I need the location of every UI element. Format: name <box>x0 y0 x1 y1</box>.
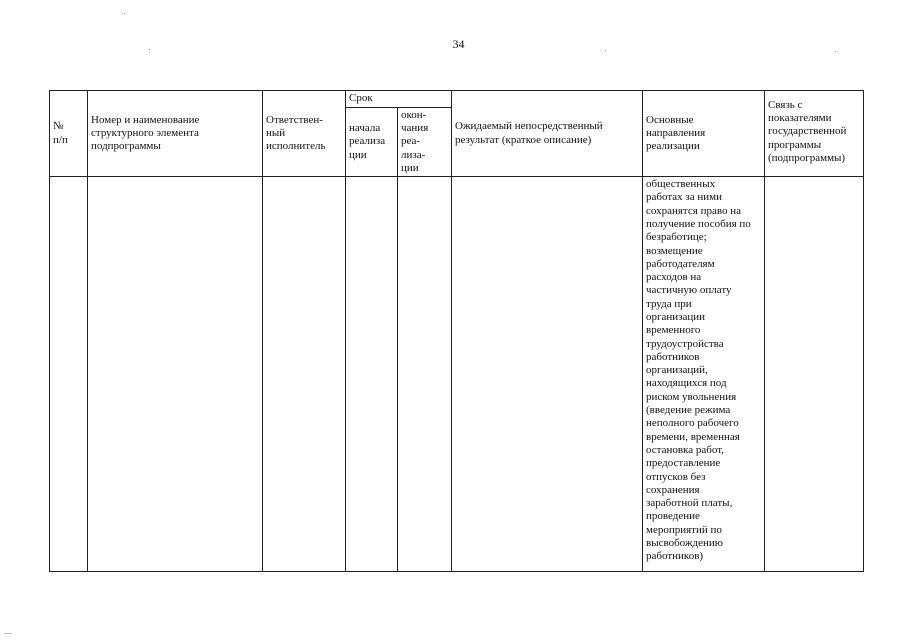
directions-line: возмещение <box>646 244 703 257</box>
header-directions-line: Основные <box>646 113 694 126</box>
header-directions-line: реализации <box>646 140 700 153</box>
header-indicators-line: показателями <box>768 112 832 125</box>
directions-line: общественных <box>646 178 716 191</box>
directions-line: высвобождению <box>646 537 723 550</box>
header-term-end-line: ции <box>401 161 419 174</box>
table-row <box>50 177 864 572</box>
directions-line: неполного рабочего <box>646 417 739 430</box>
directions-line: проведение <box>646 510 700 523</box>
directions-line: предоставление <box>646 457 721 470</box>
directions-line: сохранения <box>646 483 700 496</box>
directions-line: организации <box>646 310 706 323</box>
header-responsible-line: Ответствен- <box>266 113 323 126</box>
directions-line: организаций, <box>646 364 708 377</box>
directions-line: трудоустройства <box>646 337 724 350</box>
scan-speck <box>4 633 12 634</box>
header-term-start <box>346 108 398 177</box>
header-term: Срок <box>346 91 452 108</box>
header-num <box>50 91 88 177</box>
cell-indicators <box>765 177 864 572</box>
scan-speck <box>605 50 606 51</box>
header-responsible-line: ный <box>266 126 286 139</box>
header-indicators-line: (подпрограммы) <box>768 151 846 164</box>
cell-term-end <box>398 177 452 572</box>
header-term-end-line: лиза- <box>401 148 426 161</box>
directions-line: работодателям <box>646 257 715 270</box>
directions-line: временного <box>646 324 701 337</box>
program-table <box>49 90 864 572</box>
directions-line: риском увольнения <box>646 390 737 403</box>
header-directions-line: направления <box>646 126 706 139</box>
header-element <box>88 91 263 177</box>
header-term-start-line: ции <box>349 148 367 161</box>
directions-line: получение пособия по <box>646 217 751 230</box>
header-indicators-line: программы <box>768 138 822 151</box>
header-indicators-line: государственной <box>768 125 847 138</box>
header-directions <box>643 91 765 177</box>
header-responsible-line: исполнитель <box>266 140 326 153</box>
directions-line: находящихся под <box>646 377 727 390</box>
header-term-start-line: реализа <box>349 135 386 148</box>
header-responsible <box>263 91 346 177</box>
cell-responsible <box>263 177 346 572</box>
cell-term-start <box>346 177 398 572</box>
header-indicators-line: Связь с <box>768 99 803 111</box>
header-num-line: п/п <box>53 133 68 146</box>
header-indicators <box>765 91 864 177</box>
header-num-line: № <box>53 120 64 133</box>
page-number: 34 <box>452 37 465 51</box>
directions-line: работах за ними <box>646 191 723 204</box>
header-term-end-line: реа- <box>401 135 421 148</box>
directions-line: сохранятся право на <box>646 204 741 217</box>
directions-line: расходов на <box>646 271 702 284</box>
header-result-line: Ожидаемый непосредственный <box>455 120 603 133</box>
directions-line: времени, временная <box>646 430 740 443</box>
header-element-line: структурного элемента <box>91 126 199 139</box>
header-result-line: результат (краткое описание) <box>455 133 592 146</box>
directions-line: безработице; <box>646 231 707 244</box>
cell-element <box>88 177 263 572</box>
cell-result <box>452 177 643 572</box>
scan-speck <box>124 13 125 14</box>
directions-line: работников) <box>646 550 704 563</box>
directions-line: заработной платы, <box>646 497 733 510</box>
scan-speck <box>835 51 836 52</box>
scan-speck <box>149 49 150 50</box>
header-term-end <box>398 108 452 177</box>
header-element-line: Номер и наименование <box>91 113 200 126</box>
directions-line: работников <box>646 350 700 363</box>
directions-line: частичную оплату <box>646 284 732 297</box>
header-term-end-line: чания <box>401 122 429 135</box>
directions-line: мероприятий по <box>646 523 722 536</box>
header-term-start-line: начала <box>349 122 381 135</box>
directions-line: (введение режима <box>646 404 731 417</box>
header-result <box>452 91 643 177</box>
cell-directions <box>643 177 765 572</box>
header-term-end-line: окон- <box>401 109 427 121</box>
directions-line: отпусков без <box>646 470 706 483</box>
directions-line: труда при <box>646 297 692 310</box>
cell-num <box>50 177 88 572</box>
directions-line: остановка работ, <box>646 443 724 456</box>
header-element-line: подпрограммы <box>91 140 161 153</box>
